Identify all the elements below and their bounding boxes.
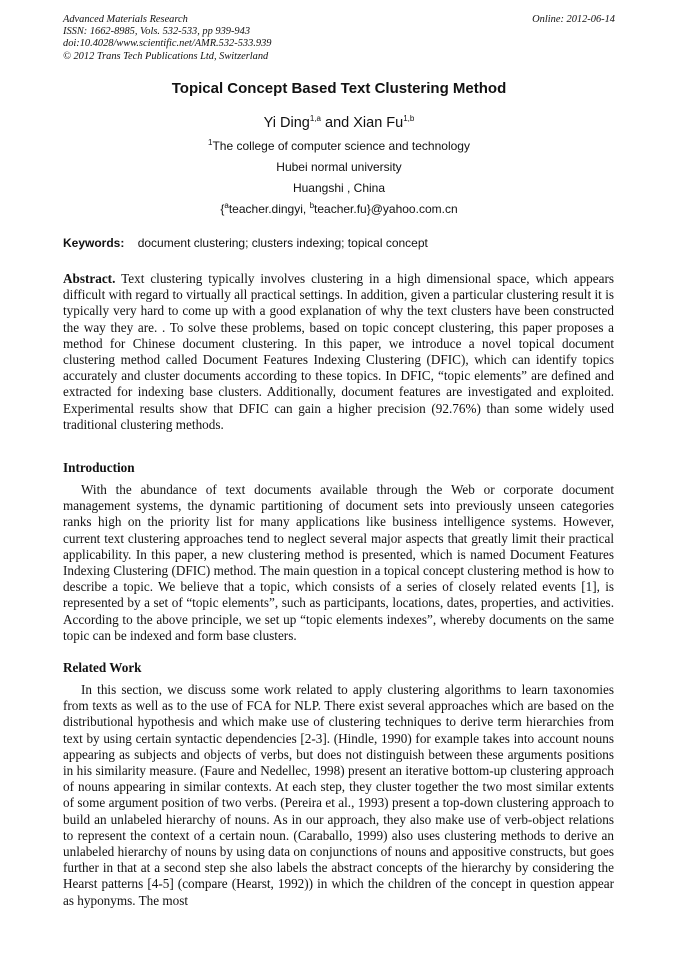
doi-line: doi:10.4028/www.scientific.net/AMR.532-533.939 — [63, 38, 272, 50]
online-date: Online: 2012-06-14 — [532, 14, 615, 25]
affiliation-mark: 1 — [208, 138, 213, 147]
affiliation-university: Hubei normal university — [276, 160, 402, 174]
related-work-heading: Related Work — [63, 660, 142, 675]
abstract-text: Text clustering typically involves clustering in a high dimensional space, which appears difficult with regard to virtually all practical settings. In addition, given a particular clustering result it is typically very hard to come up with a good explanation of why the text clusters have been constructed the way they are. . To solve these problems, based on topic concept clustering, this paper proposes a method for Chinese document clustering. In this paper, we introduce a novel topical document clustering method called Document Features Indexing Clustering (DFIC), which can identify topics accurately and cluster documents according to these topics. In DFIC, “topic elements” are defined and extracted for indexing base clusters. Additionally, document features are investigated and exploited. Experimental results show that DFIC can gain a higher precision (92.76%) than some widely used traditional clustering methods. — [63, 271, 614, 432]
author-emails — [0, 202, 678, 216]
author-conjunction: and — [320, 115, 354, 131]
author-line — [0, 115, 678, 131]
affiliation-line-1 — [0, 139, 678, 153]
issn-line: ISSN: 1662-8985, Vols. 532-533, pp 939-943 — [63, 26, 251, 38]
email-a-mark: a — [224, 201, 229, 210]
copyright-line: © 2012 Trans Tech Publications Ltd, Switzerland — [63, 50, 269, 62]
author-1-affiliation-mark: 1,a — [309, 114, 321, 124]
affiliation-college: The college of computer science and technology — [212, 139, 470, 153]
related-work-text: In this section, we discuss some work related to apply clustering algorithms to learn taxonomies from texts as well as to the use of FCA for NLP. There exist several approaches which are based on the distributional hypothesis and which make use of clustering techniques to derive term hierarchies from text by using certain syntactic dependencies [2-3]. (Hindle, 1990) for example takes into account nouns appearing as subjects and objects of verbs, but does not distinguish between these arguments positions in his similarity measure. (Faure and Nedellec, 1998) present an iterative bottom-up clustering approach of nouns appearing in similar contexts. At each step, they cluster together the two most similar extents of some argument position of two verbs. (Pereira et al., 1993) present a top-down clustering approach to build an unlabeled hierarchy of nouns. As in our approach, they also make use of verb-object relations to represent the context of a certain noun. (Caraballo, 1999) also uses clustering methods to derive an unlabeled hierarchy of nouns by using data on conjunctions of nouns and appositive constructs, but goes further in that at a second step she also labels the abstract concepts of the hierarchy by considering the Hearst patterns [4-5] (compare (Hearst, 1992)) in which the children of the concept in question appear as hyponyms. The most — [63, 682, 614, 908]
running-header — [63, 14, 615, 63]
journal-name: Advanced Materials Research — [63, 14, 188, 25]
email-b-mark: b — [309, 201, 315, 210]
introduction-heading: Introduction — [63, 460, 135, 475]
affiliation-city: Huangshi , China — [292, 181, 386, 195]
email-b: teacher.fu}@yahoo.com.cn — [314, 202, 458, 216]
journal-info — [63, 14, 271, 63]
abstract — [63, 271, 614, 433]
keywords — [63, 236, 428, 250]
abstract-label: Abstract. — [63, 271, 116, 286]
keywords-text: document clustering; clusters indexing; topical concept — [137, 236, 428, 250]
author-1: Yi Ding — [263, 115, 310, 131]
email-brace: { — [220, 202, 225, 216]
keywords-label: Keywords: — [63, 236, 125, 250]
author-2: Xian Fu — [353, 115, 404, 131]
introduction-text: With the abundance of text documents available through the Web or corporate document management systems, the dynamic partitioning of document sets into previously unseen categories ranks high on the priority list for many applications like business intelligence systems. However, current text clustering approaches tend to neglect several major aspects that greatly limit their practical applicability. In this paper, a new clustering method is presented, which is named Document Features Indexing Clustering (DFIC) method. The main question in a topical concept clustering method is how to describe a topic. We believe that a topic, which consists of a series of closely related events [1], is represented by a set of “topic elements”, such as participants, locations, dates, properties, and activities. According to the above principle, we set up “topic elements indexes”, whereby documents on the same topic can be indexed and form base clusters. — [63, 482, 614, 643]
author-2-affiliation-mark: 1,b — [403, 114, 415, 124]
paper-title: Topical Concept Based Text Clustering Method — [171, 80, 507, 97]
email-a: teacher.dingyi, — [228, 202, 310, 216]
